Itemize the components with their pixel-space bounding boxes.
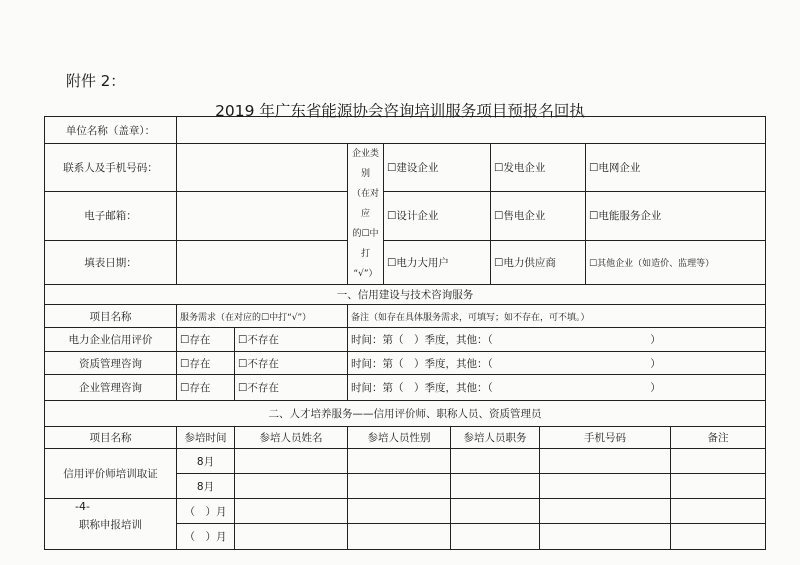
phone-field[interactable]: [540, 499, 671, 524]
project-name: 电力企业信用评价: [45, 328, 177, 352]
unit-name-label: 单位名称（盖章）：: [45, 117, 177, 144]
exists-checkbox[interactable]: ☐存在: [177, 352, 235, 375]
col-project-name: 项目名称: [45, 427, 177, 449]
name-field[interactable]: [235, 499, 348, 524]
exists-checkbox[interactable]: ☐存在: [177, 375, 235, 401]
category-label: 企业类别 （在对应 的☐中打 “√”）: [348, 144, 384, 285]
position-field[interactable]: [451, 524, 540, 550]
phone-field[interactable]: [540, 474, 671, 499]
date-field[interactable]: [177, 240, 348, 284]
category-option[interactable]: ☐设计企业: [384, 192, 491, 240]
col-service-need: 服务需求（在对应的☐中打“√”）: [177, 305, 348, 328]
category-option[interactable]: ☐电力大用户: [384, 240, 491, 284]
attachment-label: 附件 2：: [66, 72, 126, 90]
training-time: 8月: [177, 474, 235, 499]
gender-field[interactable]: [348, 449, 451, 474]
remarks-field[interactable]: [671, 474, 766, 499]
remarks-field[interactable]: [671, 499, 766, 524]
position-field[interactable]: [451, 499, 540, 524]
not-exists-checkbox[interactable]: ☐不存在: [235, 352, 348, 375]
note-field[interactable]: 时间：第（ ）季度，其他：（ ）: [348, 328, 766, 352]
exists-checkbox[interactable]: ☐存在: [177, 328, 235, 352]
email-field[interactable]: [177, 192, 348, 240]
position-field[interactable]: [451, 474, 540, 499]
training-name: 职称申报培训: [45, 499, 177, 550]
project-name: 资质管理咨询: [45, 352, 177, 375]
col-remarks: 备注: [671, 427, 766, 449]
name-field[interactable]: [235, 474, 348, 499]
category-option[interactable]: ☐其他企业（如造价、监理等）: [586, 240, 766, 284]
remarks-field[interactable]: [671, 449, 766, 474]
col-trainee-position: 参培人员职务: [451, 427, 540, 449]
category-option[interactable]: ☐建设企业: [384, 144, 491, 192]
phone-field[interactable]: [540, 449, 671, 474]
note-field[interactable]: 时间：第（ ）季度，其他：（ ）: [348, 352, 766, 375]
registration-form: [44, 116, 766, 550]
col-project-name: 项目名称: [45, 305, 177, 328]
col-note: 备注（如存在具体服务需求，可填写；如不存在，可不填。）: [348, 305, 766, 328]
remarks-field[interactable]: [671, 524, 766, 550]
phone-field[interactable]: [540, 524, 671, 550]
training-time[interactable]: （ ）月: [177, 524, 235, 550]
note-field[interactable]: 时间：第（ ）季度，其他：（ ）: [348, 375, 766, 401]
position-field[interactable]: [451, 449, 540, 474]
email-label: 电子邮箱：: [45, 192, 177, 240]
col-trainee-name: 参培人员姓名: [235, 427, 348, 449]
project-name: 企业管理咨询: [45, 375, 177, 401]
category-option[interactable]: ☐售电企业: [491, 192, 586, 240]
col-training-time: 参培时间: [177, 427, 235, 449]
col-phone: 手机号码: [540, 427, 671, 449]
gender-field[interactable]: [348, 499, 451, 524]
gender-field[interactable]: [348, 524, 451, 550]
not-exists-checkbox[interactable]: ☐不存在: [235, 375, 348, 401]
contact-field[interactable]: [177, 144, 348, 192]
gender-field[interactable]: [348, 474, 451, 499]
form-title: 2019 年广东省能源协会咨询培训服务项目预报名回执: [215, 102, 585, 120]
category-option[interactable]: ☐电力供应商: [491, 240, 586, 284]
category-option[interactable]: ☐发电企业: [491, 144, 586, 192]
category-option[interactable]: ☐电网企业: [586, 144, 766, 192]
name-field[interactable]: [235, 449, 348, 474]
training-name: 信用评价师培训取证: [45, 449, 177, 499]
training-time: 8月: [177, 449, 235, 474]
name-field[interactable]: [235, 524, 348, 550]
section1-title: 一、信用建设与技术咨询服务: [45, 285, 766, 305]
page-number: -4-: [75, 500, 90, 513]
not-exists-checkbox[interactable]: ☐不存在: [235, 328, 348, 352]
date-label: 填表日期：: [45, 240, 177, 284]
section2-title: 二、人才培养服务——信用评价师、职称人员、资质管理员: [45, 401, 766, 427]
col-trainee-gender: 参培人员性别: [348, 427, 451, 449]
unit-name-field[interactable]: [177, 117, 766, 144]
training-time[interactable]: （ ）月: [177, 499, 235, 524]
contact-label: 联系人及手机号码：: [45, 144, 177, 192]
category-option[interactable]: ☐电能服务企业: [586, 192, 766, 240]
